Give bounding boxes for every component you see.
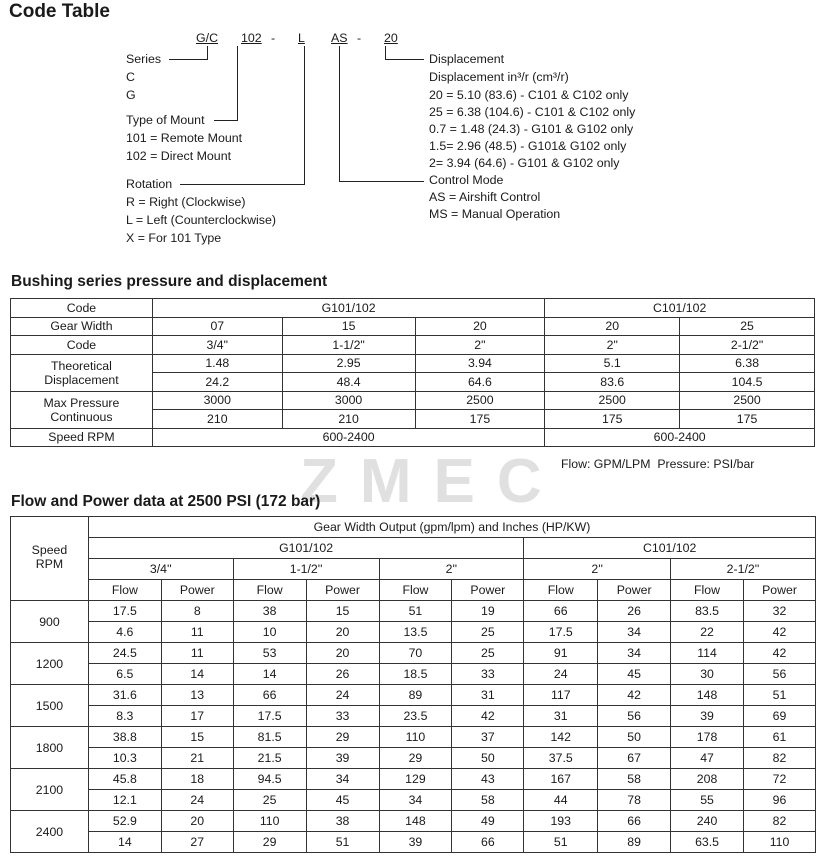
table-cell: 20 [306,643,379,664]
table-cell: 18 [161,769,233,790]
table-cell: 13 [161,685,233,706]
table-cell: 19 [452,601,524,622]
table-cell: 66 [598,811,671,832]
table-cell: 29 [233,832,306,853]
table-cell: 81.5 [233,727,306,748]
table-row [11,811,816,832]
table-row [11,748,816,769]
table-cell: 42 [452,706,524,727]
table-cell: 30 [671,664,744,685]
rpm-cell: 900 [11,601,89,643]
table-row [11,727,816,748]
table-cell: 94.5 [233,769,306,790]
table-cell: 117 [524,685,598,706]
code-part: G/C [196,31,219,45]
table-cell: 69 [743,706,815,727]
table-cell: 72 [743,769,815,790]
table-cell: 66 [452,832,524,853]
table-cell: 96 [743,790,815,811]
table-cell: 53 [233,643,306,664]
table-cell: 15 [306,601,379,622]
code-legend-line: C [126,70,135,84]
table-cell: 34 [598,643,671,664]
pressure-label: Max Pressure Continuous [11,391,153,428]
rpm-cell: 2100 [11,769,89,811]
code-legend-line: 1.5= 2.96 (48.5) - G101& G102 only [429,139,627,153]
table-cell: 17 [161,706,233,727]
table-cell: 63.5 [671,832,744,853]
bushing-g-group: G101/102 [152,299,544,318]
table-cell: 142 [524,727,598,748]
bushing-code-header: Code [11,299,153,318]
code-part: L [298,31,305,45]
code-legend-line: 20 = 5.10 (83.6) - C101 & C102 only [429,88,629,102]
table-cell: 42 [743,622,815,643]
table-cell: 193 [524,811,598,832]
code-part: - [357,31,362,45]
table-cell: 51 [306,832,379,853]
table-cell: 14 [233,664,306,685]
gear-width-output-header: Gear Width Output (gpm/lpm) and Inches (HP/KW) [88,517,815,538]
table-row [11,643,816,664]
table-cell: 39 [306,748,379,769]
table-cell: 82 [743,811,815,832]
table-cell: 51 [524,832,598,853]
code-legend-line: 2= 3.94 (64.6) - G101 & G102 only [429,156,620,170]
table-cell: 148 [671,685,744,706]
table-cell: 167 [524,769,598,790]
table-cell: 58 [598,769,671,790]
flow-width-header-row: 3/4'' 1-1/2'' 2'' 2'' 2-1/2'' [11,559,816,580]
table-cell: 38 [306,811,379,832]
table-cell: 24 [524,664,598,685]
table-cell: 110 [743,832,815,853]
code-legend-line: 0.7 = 1.48 (24.3) - G101 & G102 only [429,122,634,136]
table-cell: 8 [161,601,233,622]
flow-c-group: C101/102 [524,538,816,559]
table-cell: 45.8 [88,769,161,790]
table-cell: 42 [743,643,815,664]
table-cell: 33 [452,664,524,685]
code-table-title: Code Table [9,1,110,22]
table-cell: 37.5 [524,748,598,769]
table-cell: 129 [379,769,452,790]
rpm-cell: 1200 [11,643,89,685]
table-cell: 43 [452,769,524,790]
table-cell: 51 [743,685,815,706]
table-cell: 110 [379,727,452,748]
table-row [11,832,816,853]
table-cell: 21.5 [233,748,306,769]
table-cell: 208 [671,769,744,790]
table-cell: 148 [379,811,452,832]
watermark: ZMEC [300,447,564,516]
code-legend-line: AS = Airshift Control [429,190,541,204]
table-cell: 11 [161,643,233,664]
table-cell: 91 [524,643,598,664]
bushing-row-speed: Speed RPM 600-2400 600-2400 [11,428,815,447]
table-cell: 15 [161,727,233,748]
table-cell: 20 [306,622,379,643]
table-cell: 33 [306,706,379,727]
table-cell: 89 [379,685,452,706]
table-cell: 49 [452,811,524,832]
bushing-table [10,298,815,447]
code-legend-line: 25 = 6.38 (104.6) - C101 & C102 only [429,105,636,119]
bushing-c-group: C101/102 [545,299,815,318]
bushing-row-code: Code 3/4" 1-1/2" 2" 2" 2-1/2" [11,336,815,355]
table-cell: 29 [379,748,452,769]
table-cell: 45 [306,790,379,811]
code-part: 102 [241,31,262,45]
table-cell: 29 [306,727,379,748]
rpm-cell: 1500 [11,685,89,727]
table-row [11,685,816,706]
table-row [11,706,816,727]
table-cell: 12.1 [88,790,161,811]
code-part: - [271,31,276,45]
table-cell: 83.5 [671,601,744,622]
table-cell: 78 [598,790,671,811]
table-cell: 10.3 [88,748,161,769]
table-cell: 32 [743,601,815,622]
table-cell: 8.3 [88,706,161,727]
rpm-cell: 2400 [11,811,89,853]
code-legend-line: R = Right (Clockwise) [126,195,246,209]
code-legend-line: L = Left (Counterclockwise) [126,213,277,227]
flow-power-table [10,516,816,853]
units-note: Flow: GPM/LPM Pressure: PSI/bar [561,457,755,471]
table-cell: 25 [233,790,306,811]
code-part: AS [331,31,348,45]
code-legend-line: 101 = Remote Mount [126,131,243,145]
table-cell: 66 [524,601,598,622]
table-cell: 178 [671,727,744,748]
table-cell: 34 [598,622,671,643]
displacement-label: Theoretical Displacement [11,354,153,391]
table-cell: 31.6 [88,685,161,706]
table-cell: 18.5 [379,664,452,685]
table-cell: 61 [743,727,815,748]
code-legend-line: G [126,88,136,102]
table-row [11,601,816,622]
table-cell: 17.5 [524,622,598,643]
code-legend-line: 102 = Direct Mount [126,149,232,163]
table-row [11,769,816,790]
rpm-cell: 1800 [11,727,89,769]
table-cell: 25 [452,622,524,643]
table-row [11,790,816,811]
table-cell: 17.5 [88,601,161,622]
table-cell: 23.5 [379,706,452,727]
speed-rpm-header: Speed RPM [11,517,89,601]
bushing-row-pressure-1: Max Pressure Continuous 3000 3000 2500 2500 2500 [11,391,815,410]
table-cell: 20 [161,811,233,832]
table-cell: 27 [161,832,233,853]
table-cell: 51 [379,601,452,622]
table-cell: 13.5 [379,622,452,643]
table-cell: 50 [452,748,524,769]
bushing-row-gear-width: Gear Width 07 15 20 20 25 [11,317,815,336]
table-row [11,664,816,685]
table-cell: 34 [306,769,379,790]
flow-title: Flow and Power data at 2500 PSI (172 bar) [11,493,321,510]
code-legend-line: Displacement [429,52,505,66]
table-cell: 6.5 [88,664,161,685]
table-cell: 17.5 [233,706,306,727]
table-cell: 31 [452,685,524,706]
table-cell: 70 [379,643,452,664]
table-cell: 55 [671,790,744,811]
table-cell: 56 [598,706,671,727]
bushing-row-pressure-2: 210 210 175 175 175 [11,410,815,429]
table-cell: 4.6 [88,622,161,643]
code-legend-line: Control Mode [429,173,504,187]
table-cell: 14 [88,832,161,853]
table-cell: 39 [379,832,452,853]
table-cell: 31 [524,706,598,727]
table-cell: 58 [452,790,524,811]
table-cell: 34 [379,790,452,811]
table-cell: 11 [161,622,233,643]
code-legend-line: X = For 101 Type [126,231,222,245]
code-legend-line: Type of Mount [126,113,205,127]
table-cell: 110 [233,811,306,832]
table-cell: 66 [233,685,306,706]
table-cell: 240 [671,811,744,832]
bushing-row-displacement-1: Theoretical Displacement 1.48 2.95 3.94 5.1 6.38 [11,354,815,373]
bushing-row-displacement-2: 24.2 48.4 64.6 83.6 104.5 [11,373,815,392]
table-cell: 37 [452,727,524,748]
table-cell: 39 [671,706,744,727]
table-cell: 52.9 [88,811,161,832]
table-cell: 24 [306,685,379,706]
table-cell: 50 [598,727,671,748]
code-legend-line: Series [126,52,162,66]
code-legend-line: MS = Manual Operation [429,207,561,221]
table-cell: 26 [598,601,671,622]
table-cell: 22 [671,622,744,643]
flow-power-header-row: Flow Power Flow Power Flow Power Flow Power Flow Power [11,580,816,601]
table-cell: 21 [161,748,233,769]
table-cell: 24 [161,790,233,811]
table-cell: 67 [598,748,671,769]
table-cell: 38 [233,601,306,622]
table-cell: 89 [598,832,671,853]
table-cell: 14 [161,664,233,685]
table-cell: 42 [598,685,671,706]
table-cell: 25 [452,643,524,664]
table-cell: 44 [524,790,598,811]
table-cell: 24.5 [88,643,161,664]
table-cell: 38.8 [88,727,161,748]
bushing-title: Bushing series pressure and displacement [11,273,328,290]
code-legend-line: Displacement in³/r (cm³/r) [429,70,569,84]
code-part: 20 [384,31,398,45]
code-legend-line: Rotation [126,177,173,191]
table-row [11,622,816,643]
table-cell: 45 [598,664,671,685]
flow-g-group: G101/102 [88,538,523,559]
table-cell: 82 [743,748,815,769]
table-cell: 10 [233,622,306,643]
table-cell: 114 [671,643,744,664]
table-cell: 56 [743,664,815,685]
table-cell: 26 [306,664,379,685]
table-cell: 47 [671,748,744,769]
